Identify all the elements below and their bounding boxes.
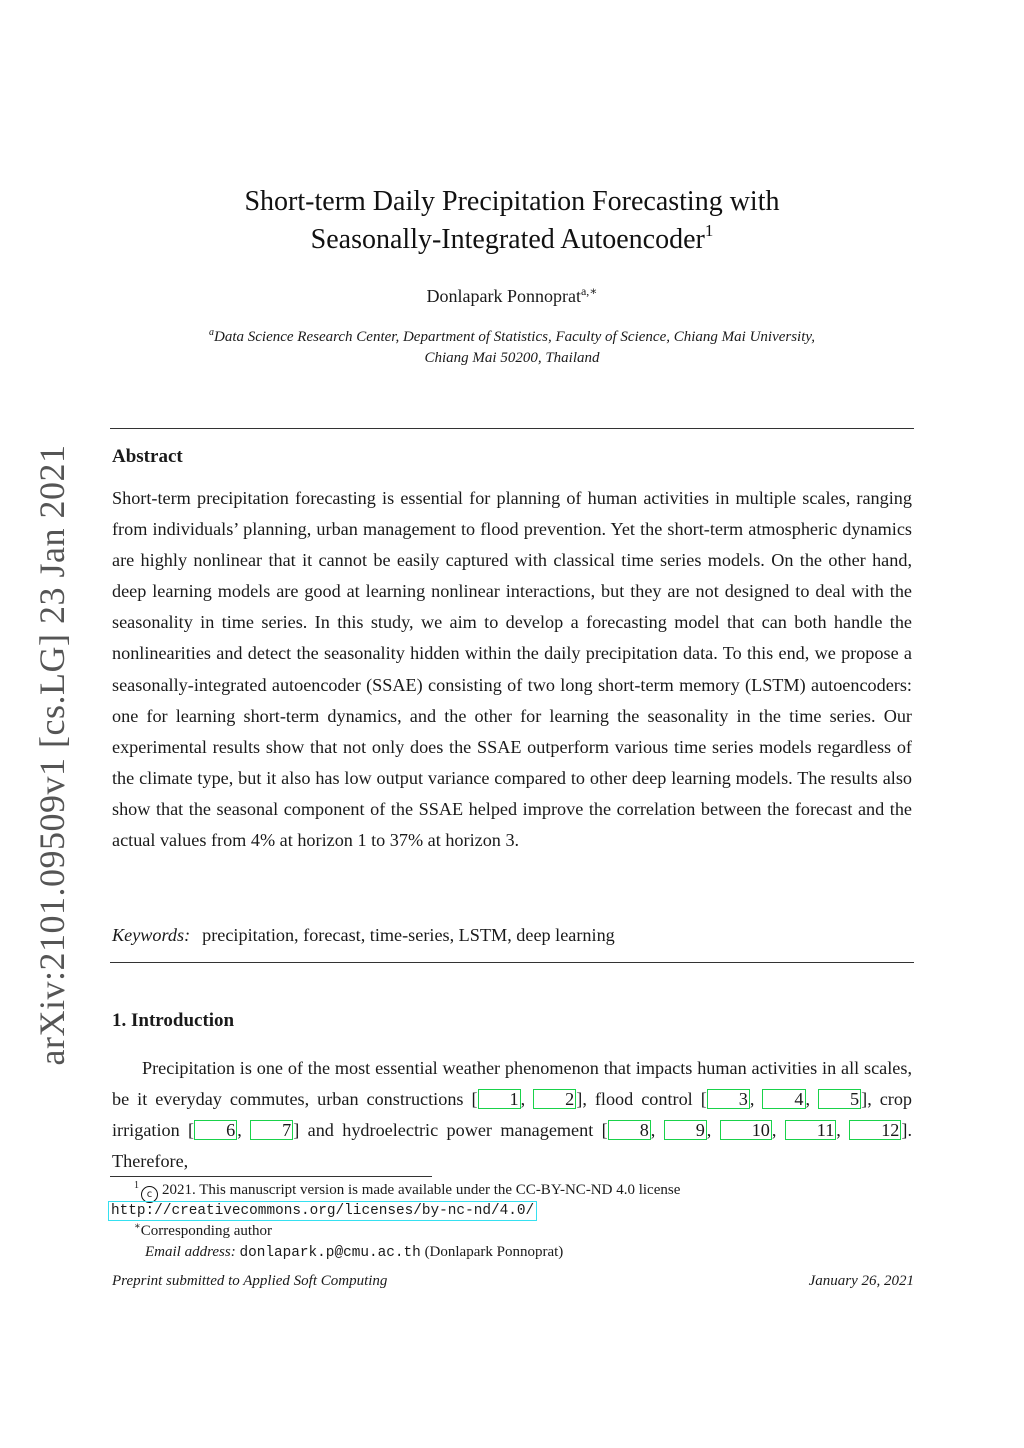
affiliation-line-1-text: Data Science Research Center, Department of Statistics, Faculty of Science, Chiang Mai University, (214, 329, 815, 345)
keywords-text: precipitation, forecast, time-series, LSTM, deep learning (202, 925, 615, 945)
citation-link[interactable]: 11 (785, 1120, 837, 1140)
title-line-2 (112, 221, 912, 259)
citation-link[interactable]: 1 (478, 1089, 521, 1109)
intro-text-b: , flood control (582, 1089, 701, 1110)
keywords (112, 921, 912, 949)
license-url-link[interactable]: http://creativecommons.org/licenses/by-nc-nd/4.0/ (108, 1201, 537, 1221)
abstract-heading: Abstract (112, 446, 183, 467)
affiliation (112, 327, 912, 369)
affiliation-mark: a (209, 327, 214, 338)
title-line-2-text: Seasonally-Integrated Autoencoder (310, 224, 705, 255)
intro-text-e: . Therefore, (112, 1120, 912, 1172)
abstract-bottom-rule (110, 962, 914, 963)
paper-title (112, 183, 912, 259)
author (112, 286, 912, 307)
intro-text-c: , crop irrigation (112, 1089, 913, 1141)
section-heading-introduction: 1. Introduction (112, 1010, 235, 1031)
footnote-1-mark: 1 (134, 1180, 139, 1191)
author-name: Donlapark Ponnoprat (426, 286, 581, 306)
intro-text-d: and hydroelectric power management (299, 1120, 602, 1141)
title-line-1: Short-term Daily Precipitation Forecasting with (244, 186, 780, 217)
citation-link[interactable]: 2 (533, 1089, 576, 1109)
introduction-paragraph: Precipitation is one of the most essential weather phenomenon that impacts human activities in all scales, be it everyday commutes, urban constructions [ 1 , 2 ], flood control [ 3 , 4 , 5 ], crop irrigation [ 6 , 7 ] and hydroelectric power management [ 8 , 9 , 10 , 11 , 12 ]. Therefore, (112, 1058, 913, 1172)
footnote-2-mark: ∗ (134, 1221, 141, 1232)
arxiv-stamp: arXiv:2101.09509v1 [cs.LG] 23 Jan 2021 (32, 444, 72, 1066)
footer-journal: Preprint submitted to Applied Soft Computing (112, 1273, 388, 1289)
citation-link[interactable]: 5 (818, 1089, 861, 1109)
citation-link[interactable]: 10 (720, 1120, 772, 1140)
copyright-icon: c (141, 1186, 158, 1203)
citation-link[interactable]: 3 (707, 1089, 750, 1109)
email-footnote (145, 1242, 563, 1263)
citation-link[interactable]: 9 (664, 1120, 707, 1140)
footnote-1-text: 2021. This manuscript version is made available under the CC-BY-NC-ND 4.0 license (162, 1182, 681, 1198)
affiliation-line-2: Chiang Mai 50200, Thailand (424, 350, 600, 366)
abstract-top-rule (110, 428, 914, 429)
title-footnote-mark: 1 (704, 221, 714, 240)
footnote-rule (110, 1176, 432, 1177)
citation-link[interactable]: 12 (849, 1120, 901, 1140)
email-owner: (Donlapark Ponnoprat) (424, 1244, 564, 1260)
citation-link[interactable]: 6 (194, 1120, 237, 1140)
email-label: Email address: (145, 1244, 236, 1260)
affiliation-line-1 (112, 327, 912, 348)
footnote-2-text: Corresponding author (140, 1223, 273, 1239)
citation-link[interactable]: 7 (250, 1120, 293, 1140)
author-marks: a,∗ (580, 284, 598, 298)
email-address[interactable]: donlapark.p@cmu.ac.th (239, 1245, 421, 1261)
footer-date: January 26, 2021 (808, 1273, 914, 1289)
abstract-text: Short-term precipitation forecasting is essential for planning of human activities in multiple scales, ranging from individuals’ planning, urban management to flood prevention. Yet the short-term atmospheric dynamics are highly nonlinear that it cannot be easily captured with classical time series models. On the other hand, deep learning models are good at learning nonlinear interactions, but they are not designed to deal with the seasonality in time series. In this study, we aim to develop a forecasting model that can both handle the nonlinearities and detect the seasonality hidden within the daily precipitation data. To this end, we propose a seasonally-integrated autoencoder (SSAE) consisting of two long short-term memory (LSTM) autoencoders: one for learning short-term dynamics, and the other for learning the seasonality in the time series. Our experimental results show that not only does the SSAE outperform various time series models regardless of the climate type, but it also has low output variance compared to other deep learning models. The results also show that the seasonal component of the SSAE helped improve the correlation between the forecast and the actual values from 4% at horizon 1 to 37% at horizon 3. (112, 488, 912, 851)
keywords-label: Keywords: (112, 925, 191, 945)
footnote-2 (134, 1221, 272, 1241)
citation-link[interactable]: 4 (762, 1089, 805, 1109)
footnote-1 (134, 1180, 680, 1203)
intro-text-a: Precipitation is one of the most essential weather phenomenon that impacts human activities in all scales, be it everyday commutes, urban constructions (112, 1058, 912, 1110)
citation-link[interactable]: 8 (608, 1120, 651, 1140)
